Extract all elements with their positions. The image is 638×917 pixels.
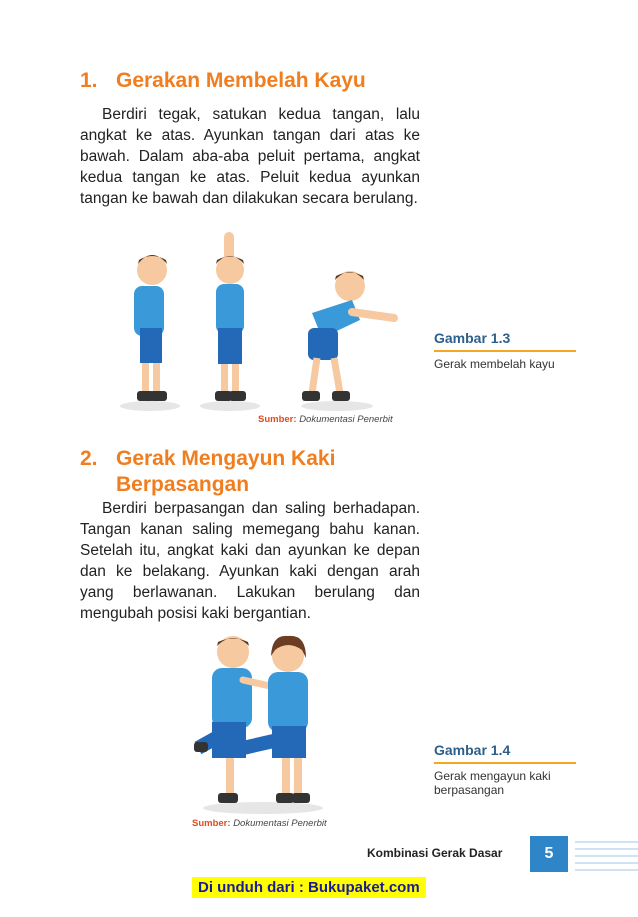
section-1-text: Berdiri tegak, satukan kedua tangan, lalu angkat ke atas. Ayunkan tangan dari atas ke bawah. Dalam aba-aba peluit pertama, angkat kedua tangan ke atas. Peluit kedua ayunkan tangan ke bawah dan dilakukan secara berulang. bbox=[80, 106, 420, 207]
source-label: Sumber: bbox=[192, 818, 231, 829]
figure-shadow bbox=[200, 401, 260, 411]
boy-arms-up bbox=[215, 232, 246, 401]
figure-1-4-source bbox=[192, 818, 327, 829]
source-text: Dokumentasi Penerbit bbox=[299, 414, 393, 425]
page-number-badge: 5 bbox=[530, 836, 568, 872]
girl-partner bbox=[243, 636, 310, 803]
section-1-number: 1. bbox=[80, 69, 98, 92]
section-1-paragraph bbox=[80, 104, 420, 209]
figure-1-3-text: Gerak membelah kayu bbox=[434, 357, 555, 371]
figure-1-4-caption bbox=[434, 742, 576, 797]
section-2-text: Berdiri berpasangan dan saling berhadapan. Tangan kanan saling memegang bahu kanan. Setelah itu, angkat kaki dan ayunkan ke depan dan ke belakang. Ayunkan kaki dengan arah yang berlawanan. Lakukan berulang dan mengubah posisi kaki bergantian. bbox=[80, 500, 420, 622]
section-1-heading bbox=[80, 68, 376, 94]
figure-1-3-source bbox=[258, 414, 393, 425]
section-2-number: 2. bbox=[80, 447, 98, 470]
figure-1-3-title: Gambar 1.3 bbox=[434, 330, 576, 352]
footer-stripes bbox=[575, 838, 638, 872]
figure-shadow bbox=[203, 802, 323, 814]
section-2-paragraph bbox=[80, 498, 420, 624]
figure-1-4-text: Gerak mengayun kaki berpasangan bbox=[434, 769, 551, 797]
figure-shadow bbox=[120, 401, 180, 411]
boy-standing bbox=[134, 255, 167, 401]
figure-1-3-illustration bbox=[112, 228, 412, 413]
figure-1-4-title: Gambar 1.4 bbox=[434, 742, 576, 764]
figure-1-4-illustration bbox=[188, 630, 338, 815]
footer-chapter-title: Kombinasi Gerak Dasar bbox=[367, 846, 503, 860]
figure-1-3-caption bbox=[434, 330, 576, 371]
figure-shadow bbox=[301, 401, 373, 411]
source-text: Dokumentasi Penerbit bbox=[233, 818, 327, 829]
section-2-heading bbox=[80, 446, 376, 498]
boy-bending bbox=[302, 271, 394, 401]
source-label: Sumber: bbox=[258, 414, 297, 425]
section-2-title: Gerak Mengayun Kaki Berpasangan bbox=[116, 447, 336, 496]
download-banner[interactable]: Di unduh dari : Bukupaket.com bbox=[192, 877, 426, 898]
section-1-title: Gerakan Membelah Kayu bbox=[116, 69, 366, 92]
